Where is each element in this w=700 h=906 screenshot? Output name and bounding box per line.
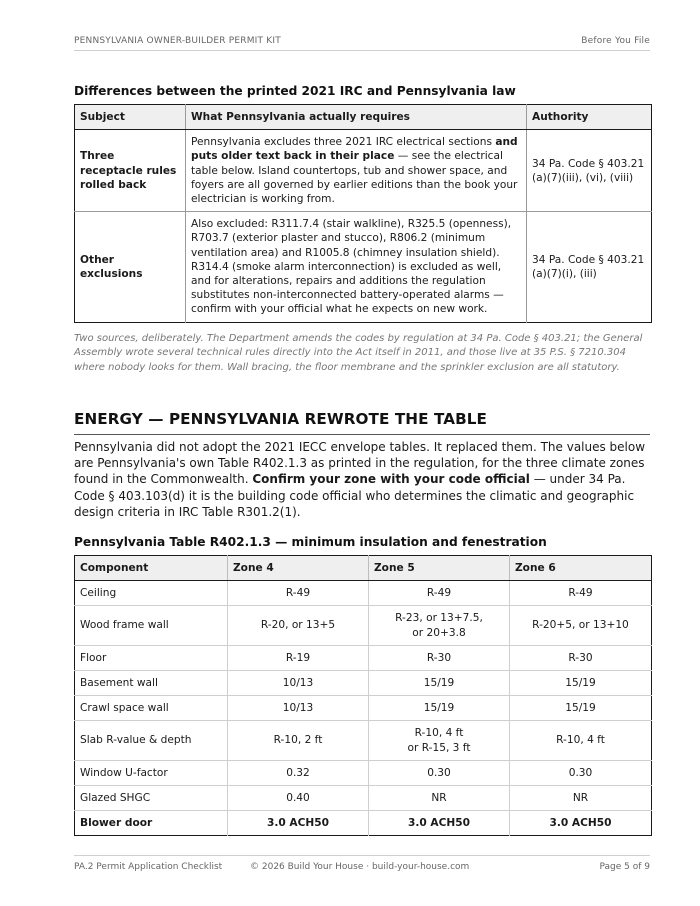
zone6-cell: 15/19 xyxy=(510,671,652,696)
sources-note: Two sources, deliberately. The Department amends the codes by regulation at 34 Pa. Code § 403.21; the General Assembly wrote several technical rules directly into the Act itself in 2011, and those live at 35 P.S. § 7210.304 where nobody looks for them. Wall bracing, the floor membrane and the sprinkler exclusion are all statutory. xyxy=(74,333,643,373)
table-header-row xyxy=(75,556,652,581)
table-row xyxy=(75,721,652,761)
zone4-cell: 0.32 xyxy=(228,761,369,786)
zone5-cell: 3.0 ACH50 xyxy=(369,811,510,836)
column-header: Zone 5 xyxy=(369,556,510,581)
authority-cell: 34 Pa. Code § 403.21 (a)(7)(iii), (vi), (viii) xyxy=(527,130,652,212)
energy-paragraph: Pennsylvania did not adopt the 2021 IECC envelope tables. It replaced them. The values below are Pennsylvania's own Table R402.1.3 as printed in the regulation, for the three climate zones found in the Commonwealth. Confirm your zone with your code official — under 34 Pa. Code § 403.103(d) it is the building code official who determines the climatic and geographic design criteria in IRC Table R301.2(1). xyxy=(74,440,646,519)
table-row xyxy=(75,130,652,212)
component-cell: Wood frame wall xyxy=(75,606,228,646)
component-cell: Slab R-value & depth xyxy=(75,721,228,761)
table-row xyxy=(75,811,652,836)
zone6-cell: R-10, 4 ft xyxy=(510,721,652,761)
requirement-cell: Also excluded: R311.7.4 (stair walkline), R325.5 (openness), R703.7 (exterior plaster and stucco), R806.2 (minimum ventilation area) and R1005.8 (chimney insulation shield). R314.4 (smoke alarm interconnection) is excluded as well, and for alterations, repairs and additions the regulation substitutes non-interconnected battery-operated alarms — confirm with your official what he expects on new work. xyxy=(186,212,527,322)
page-header xyxy=(74,36,650,51)
component-cell: Ceiling xyxy=(75,581,228,606)
table-row xyxy=(75,671,652,696)
component-cell: Basement wall xyxy=(75,671,228,696)
table-row xyxy=(75,786,652,811)
insulation-table-heading: Pennsylvania Table R402.1.3 — minimum insulation and fenestration xyxy=(74,535,547,549)
footer-copyright: © 2026 Build Your House · build-your-house.com xyxy=(250,862,470,872)
table-row xyxy=(75,696,652,721)
column-header: Subject xyxy=(75,105,186,130)
zone4-cell: R-49 xyxy=(228,581,369,606)
component-cell: Window U-factor xyxy=(75,761,228,786)
zone5-cell: R-30 xyxy=(369,646,510,671)
component-cell: Floor xyxy=(75,646,228,671)
component-cell: Crawl space wall xyxy=(75,696,228,721)
zone5-cell: R-23, or 13+7.5, or 20+3.8 xyxy=(369,606,510,646)
page-footer xyxy=(74,855,650,875)
zone5-cell: 15/19 xyxy=(369,696,510,721)
subject-cell: Three receptacle rules rolled back xyxy=(75,130,186,212)
zone4-cell: R-19 xyxy=(228,646,369,671)
table-row xyxy=(75,212,652,322)
header-section: Before You File xyxy=(581,36,650,46)
component-cell: Blower door xyxy=(75,811,228,836)
requirement-cell: Pennsylvania excludes three 2021 IRC electrical sections and puts older text back in their place — see the electrical table below. Island countertops, tub and shower space, and foyers are all governed by earlier editions than the book your electrician is working from. xyxy=(186,130,527,212)
zone5-cell: 0.30 xyxy=(369,761,510,786)
zone5-cell: NR xyxy=(369,786,510,811)
table-row xyxy=(75,606,652,646)
column-header: Zone 4 xyxy=(228,556,369,581)
zone6-cell: R-49 xyxy=(510,581,652,606)
zone4-cell: 0.40 xyxy=(228,786,369,811)
header-kit-title: PENNSYLVANIA OWNER-BUILDER PERMIT KIT xyxy=(74,36,281,46)
zone5-cell: R-10, 4 ft or R-15, 3 ft xyxy=(369,721,510,761)
zone6-cell: 0.30 xyxy=(510,761,652,786)
insulation-table xyxy=(74,555,652,836)
zone5-cell: 15/19 xyxy=(369,671,510,696)
footer-page-number: Page 5 of 9 xyxy=(599,862,650,872)
subject-cell: Other exclusions xyxy=(75,212,186,322)
zone6-cell: 3.0 ACH50 xyxy=(549,816,612,829)
zone6-cell: NR xyxy=(510,786,652,811)
zone5-cell: R-49 xyxy=(369,581,510,606)
table-row xyxy=(75,581,652,606)
energy-section-title: ENERGY — PENNSYLVANIA REWROTE THE TABLE xyxy=(74,410,650,435)
zone4-cell: 3.0 ACH50 xyxy=(228,811,369,836)
zone6-cell: 15/19 xyxy=(510,696,652,721)
table-row xyxy=(75,646,652,671)
table-row xyxy=(75,761,652,786)
column-header: Authority xyxy=(527,105,652,130)
authority-cell: 34 Pa. Code § 403.21 (a)(7)(i), (iii) xyxy=(532,253,645,280)
zone4-cell: 10/13 xyxy=(228,671,369,696)
zone4-cell: R-10, 2 ft xyxy=(228,721,369,761)
column-header: Component xyxy=(75,556,228,581)
column-header: What Pennsylvania actually requires xyxy=(186,105,527,130)
zone4-cell: R-20, or 13+5 xyxy=(228,606,369,646)
zone6-cell: R-20+5, or 13+10 xyxy=(510,606,652,646)
zone4-cell: 10/13 xyxy=(228,696,369,721)
footer-doc-id: PA.2 Permit Application Checklist xyxy=(74,862,223,872)
component-cell: Glazed SHGC xyxy=(75,786,228,811)
zone6-cell: R-30 xyxy=(510,646,652,671)
table-header-row xyxy=(75,105,652,130)
column-header: Zone 6 xyxy=(510,556,652,581)
differences-table xyxy=(74,104,652,323)
differences-heading: Differences between the printed 2021 IRC and Pennsylvania law xyxy=(74,84,516,98)
